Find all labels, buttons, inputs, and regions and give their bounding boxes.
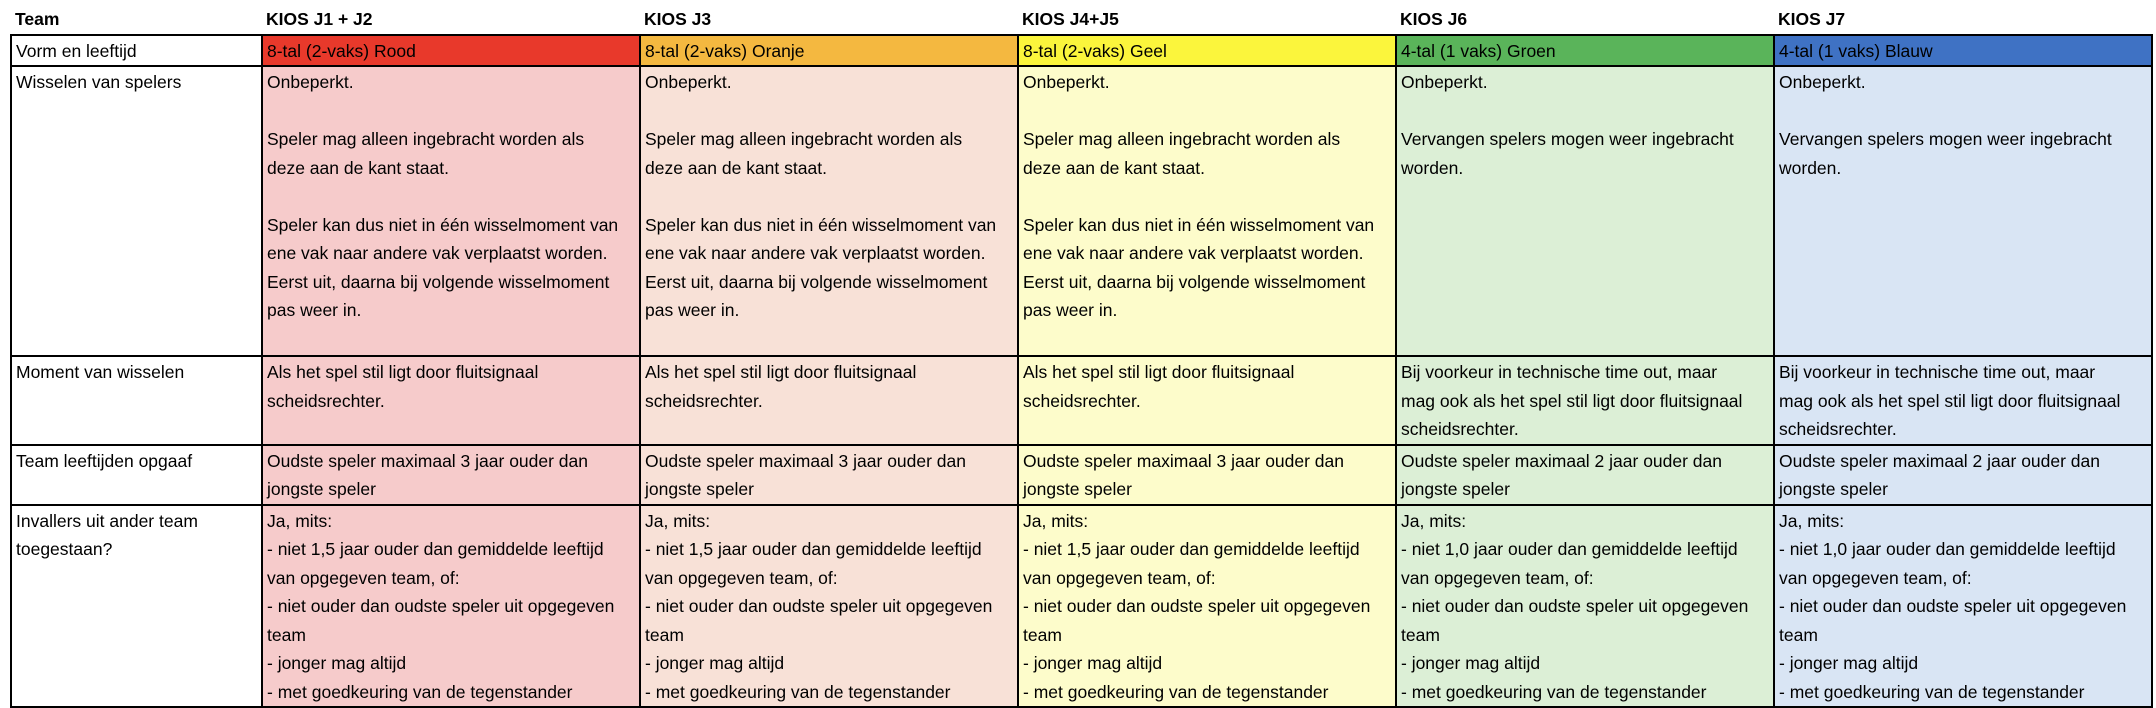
- cell-moment-col-5[interactable]: [1774, 356, 2152, 445]
- row-label-moment[interactable]: [11, 356, 262, 445]
- cell-text-line: Vorm en leeftijd: [16, 40, 137, 61]
- cell-text-line: - met goedkeuring van de tegenstander: [1401, 681, 1707, 702]
- cell-text-line: Als het spel stil ligt door fluitsignaal: [1023, 362, 1295, 382]
- cell-text-line: team: [267, 624, 306, 645]
- cell-text-line: jongste speler: [1779, 479, 1888, 499]
- cell-text-line: van opgegeven team, of:: [645, 567, 838, 588]
- cell-text-line: Speler kan dus niet in één wisselmoment van: [267, 214, 619, 235]
- cell-text-line: pas weer in.: [1023, 300, 1118, 320]
- table-row-inval: [11, 505, 2152, 708]
- cell-text-line: Ja, mits:: [1023, 510, 1089, 531]
- cell-text-line: ene vak naar andere vak verplaatst worden.: [267, 243, 608, 263]
- cell-text-line: Onbeperkt.: [645, 72, 732, 92]
- cell-text-line: Eerst uit, daarna bij volgende wisselmoment: [1023, 271, 1366, 292]
- cell-text-line: jongste speler: [267, 479, 376, 499]
- cell-text-line: Invallers uit ander team: [16, 510, 198, 531]
- cell-text-line: van opgegeven team, of:: [267, 567, 460, 588]
- cell-text-line: - met goedkeuring van de tegenstander: [267, 681, 573, 702]
- cell-vorm-col-4[interactable]: [1396, 35, 1774, 67]
- cell-text-line: [645, 182, 1013, 211]
- cell-inval-col-5[interactable]: [1774, 505, 2152, 708]
- cell-inval-col-4[interactable]: [1396, 505, 1774, 708]
- cell-text-line: Oudste speler maximaal 3 jaar ouder dan: [1023, 450, 1345, 471]
- cell-wissel-col-3[interactable]: [1018, 66, 1396, 356]
- cell-text-line: van opgegeven team, of:: [1401, 567, 1594, 588]
- cell-text-line: ene vak naar andere vak verplaatst worden.: [645, 243, 986, 263]
- cell-moment-col-2[interactable]: [640, 356, 1018, 445]
- cell-vorm-col-3[interactable]: [1018, 35, 1396, 67]
- cell-text-line: [645, 97, 1013, 126]
- cell-text-line: - met goedkeuring van de tegenstander: [1779, 681, 2085, 702]
- cell-leeftijd-col-4[interactable]: [1396, 445, 1774, 505]
- cell-text-line: Ja, mits:: [645, 510, 711, 531]
- cell-leeftijd-col-5[interactable]: [1774, 445, 2152, 505]
- row-label-leeftijd[interactable]: [11, 445, 262, 505]
- cell-text-line: deze aan de kant staat.: [645, 157, 827, 178]
- cell-inval-col-2[interactable]: [640, 505, 1018, 708]
- spreadsheet-table: [10, 4, 2153, 708]
- cell-text-line: - niet 1,5 jaar ouder dan gemiddelde leeftijd: [267, 539, 604, 559]
- cell-text-line: Moment van wisselen: [16, 362, 185, 382]
- header-row: [11, 4, 2152, 35]
- cell-leeftijd-col-3[interactable]: [1018, 445, 1396, 505]
- cell-text-line: 8-tal (2-vaks) Oranje: [645, 40, 805, 61]
- cell-text-line: scheidsrechter.: [645, 390, 763, 411]
- cell-text-line: Oudste speler maximaal 2 jaar ouder dan: [1401, 450, 1723, 471]
- cell-text-line: scheidsrechter.: [267, 390, 385, 411]
- cell-text-line: Onbeperkt.: [267, 72, 354, 92]
- cell-text-line: team: [1401, 624, 1440, 645]
- table-header: [11, 4, 2152, 35]
- table-row-moment: [11, 356, 2152, 445]
- cell-text-line: team: [645, 624, 684, 645]
- cell-text-line: Onbeperkt.: [1779, 72, 1866, 92]
- cell-text-line: - jonger mag altijd: [645, 653, 785, 673]
- cell-text-line: Team leeftijden opgaaf: [16, 450, 193, 471]
- cell-text-line: Bij voorkeur in technische time out, maar: [1401, 362, 1718, 382]
- cell-text-line: - niet 1,0 jaar ouder dan gemiddelde leeftijd: [1779, 539, 2116, 559]
- cell-moment-col-1[interactable]: [262, 356, 640, 445]
- cell-text-line: worden.: [1779, 157, 1842, 178]
- header-team-kios-j3: KIOS J3: [640, 4, 1018, 35]
- header-team-kios-j7: KIOS J7: [1774, 4, 2152, 35]
- cell-moment-col-3[interactable]: [1018, 356, 1396, 445]
- cell-text-line: Als het spel stil ligt door fluitsignaal: [267, 362, 539, 382]
- cell-text-line: Vervangen spelers mogen weer ingebracht: [1779, 129, 2112, 149]
- cell-text-line: pas weer in.: [267, 300, 362, 320]
- cell-text-line: Oudste speler maximaal 2 jaar ouder dan: [1779, 450, 2101, 471]
- row-label-inval[interactable]: [11, 505, 262, 708]
- cell-text-line: - jonger mag altijd: [1023, 653, 1163, 673]
- cell-leeftijd-col-1[interactable]: [262, 445, 640, 505]
- cell-text-line: mag ook als het spel stil ligt door fluitsignaal: [1779, 390, 2121, 411]
- cell-text-line: van opgegeven team, of:: [1023, 567, 1216, 588]
- cell-text-line: [1401, 97, 1769, 126]
- cell-text-line: deze aan de kant staat.: [267, 157, 449, 178]
- cell-inval-col-1[interactable]: [262, 505, 640, 708]
- cell-text-line: 8-tal (2-vaks) Rood: [267, 40, 416, 61]
- header-team-kios-j6: KIOS J6: [1396, 4, 1774, 35]
- cell-text-line: worden.: [1401, 157, 1464, 178]
- cell-text-line: van opgegeven team, of:: [1779, 567, 1972, 588]
- cell-text-line: Bij voorkeur in technische time out, maar: [1779, 362, 2096, 382]
- cell-text-line: [1023, 97, 1391, 126]
- cell-wissel-col-1[interactable]: [262, 66, 640, 356]
- cell-text-line: Ja, mits:: [1779, 510, 1845, 531]
- cell-text-line: jongste speler: [645, 479, 754, 499]
- cell-vorm-col-2[interactable]: [640, 35, 1018, 67]
- cell-text-line: jongste speler: [1023, 479, 1132, 499]
- cell-text-line: Oudste speler maximaal 3 jaar ouder dan: [645, 450, 967, 471]
- cell-text-line: - niet ouder dan oudste speler uit opgegeven: [1779, 596, 2127, 616]
- header-team-label: Team: [11, 4, 262, 35]
- cell-moment-col-4[interactable]: [1396, 356, 1774, 445]
- cell-text-line: Speler kan dus niet in één wisselmoment van: [645, 214, 997, 235]
- header-team-kios-j4-j5: KIOS J4+J5: [1018, 4, 1396, 35]
- row-label-wissel[interactable]: [11, 66, 262, 356]
- cell-text-line: Als het spel stil ligt door fluitsignaal: [645, 362, 917, 382]
- table-row-leeftijd: [11, 445, 2152, 505]
- cell-text-line: - jonger mag altijd: [1401, 653, 1541, 673]
- cell-text-line: - niet 1,5 jaar ouder dan gemiddelde leeftijd: [645, 539, 982, 559]
- cell-text-line: [1779, 97, 2147, 126]
- cell-text-line: [267, 97, 635, 126]
- cell-text-line: [267, 182, 635, 211]
- cell-text-line: - jonger mag altijd: [1779, 653, 1919, 673]
- cell-text-line: Eerst uit, daarna bij volgende wisselmoment: [267, 271, 610, 292]
- cell-vorm-col-5[interactable]: [1774, 35, 2152, 67]
- cell-text-line: 8-tal (2-vaks) Geel: [1023, 40, 1167, 61]
- cell-text-line: Speler mag alleen ingebracht worden als: [1023, 129, 1341, 149]
- cell-text-line: - niet ouder dan oudste speler uit opgegeven: [645, 596, 993, 616]
- cell-text-line: Speler mag alleen ingebracht worden als: [267, 129, 585, 149]
- cell-vorm-col-1[interactable]: [262, 35, 640, 67]
- cell-text-line: - niet ouder dan oudste speler uit opgegeven: [267, 596, 615, 616]
- cell-text-line: - niet ouder dan oudste speler uit opgegeven: [1023, 596, 1371, 616]
- cell-text-line: - niet 1,0 jaar ouder dan gemiddelde leeftijd: [1401, 539, 1738, 559]
- cell-text-line: toegestaan?: [16, 539, 113, 559]
- table-row-vorm: [11, 35, 2152, 67]
- header-team-kios-j1-j2: KIOS J1 + J2: [262, 4, 640, 35]
- cell-text-line: - met goedkeuring van de tegenstander: [645, 681, 951, 702]
- cell-text-line: Oudste speler maximaal 3 jaar ouder dan: [267, 450, 589, 471]
- cell-text-line: - niet ouder dan oudste speler uit opgegeven: [1401, 596, 1749, 616]
- cell-text-line: Wisselen van spelers: [16, 72, 182, 92]
- cell-wissel-col-5[interactable]: [1774, 66, 2152, 356]
- cell-text-line: 4-tal (1 vaks) Groen: [1401, 40, 1556, 61]
- cell-text-line: Speler mag alleen ingebracht worden als: [645, 129, 963, 149]
- cell-text-line: scheidsrechter.: [1023, 390, 1141, 411]
- cell-wissel-col-4[interactable]: [1396, 66, 1774, 356]
- cell-text-line: pas weer in.: [645, 300, 740, 320]
- table-row-wissel: [11, 66, 2152, 356]
- cell-text-line: Ja, mits:: [267, 510, 333, 531]
- cell-text-line: Speler kan dus niet in één wisselmoment van: [1023, 214, 1375, 235]
- cell-text-line: Vervangen spelers mogen weer ingebracht: [1401, 129, 1734, 149]
- cell-text-line: 4-tal (1 vaks) Blauw: [1779, 40, 1933, 61]
- cell-text-line: team: [1023, 624, 1062, 645]
- cell-text-line: mag ook als het spel stil ligt door fluitsignaal: [1401, 390, 1743, 411]
- cell-text-line: [1023, 182, 1391, 211]
- cell-text-line: scheidsrechter.: [1779, 419, 1897, 439]
- cell-inval-col-3[interactable]: [1018, 505, 1396, 708]
- cell-text-line: - jonger mag altijd: [267, 653, 407, 673]
- cell-text-line: Onbeperkt.: [1023, 72, 1110, 92]
- table-body: [11, 35, 2152, 708]
- cell-text-line: Onbeperkt.: [1401, 72, 1488, 92]
- cell-text-line: team: [1779, 624, 1818, 645]
- row-label-vorm[interactable]: [11, 35, 262, 67]
- cell-wissel-col-2[interactable]: [640, 66, 1018, 356]
- cell-text-line: - niet 1,5 jaar ouder dan gemiddelde leeftijd: [1023, 539, 1360, 559]
- cell-text-line: ene vak naar andere vak verplaatst worden.: [1023, 243, 1364, 263]
- cell-text-line: - met goedkeuring van de tegenstander: [1023, 681, 1329, 702]
- cell-text-line: Ja, mits:: [1401, 510, 1467, 531]
- cell-text-line: Eerst uit, daarna bij volgende wisselmoment: [645, 271, 988, 292]
- cell-text-line: scheidsrechter.: [1401, 419, 1519, 439]
- cell-text-line: deze aan de kant staat.: [1023, 157, 1205, 178]
- cell-leeftijd-col-2[interactable]: [640, 445, 1018, 505]
- cell-text-line: jongste speler: [1401, 479, 1510, 499]
